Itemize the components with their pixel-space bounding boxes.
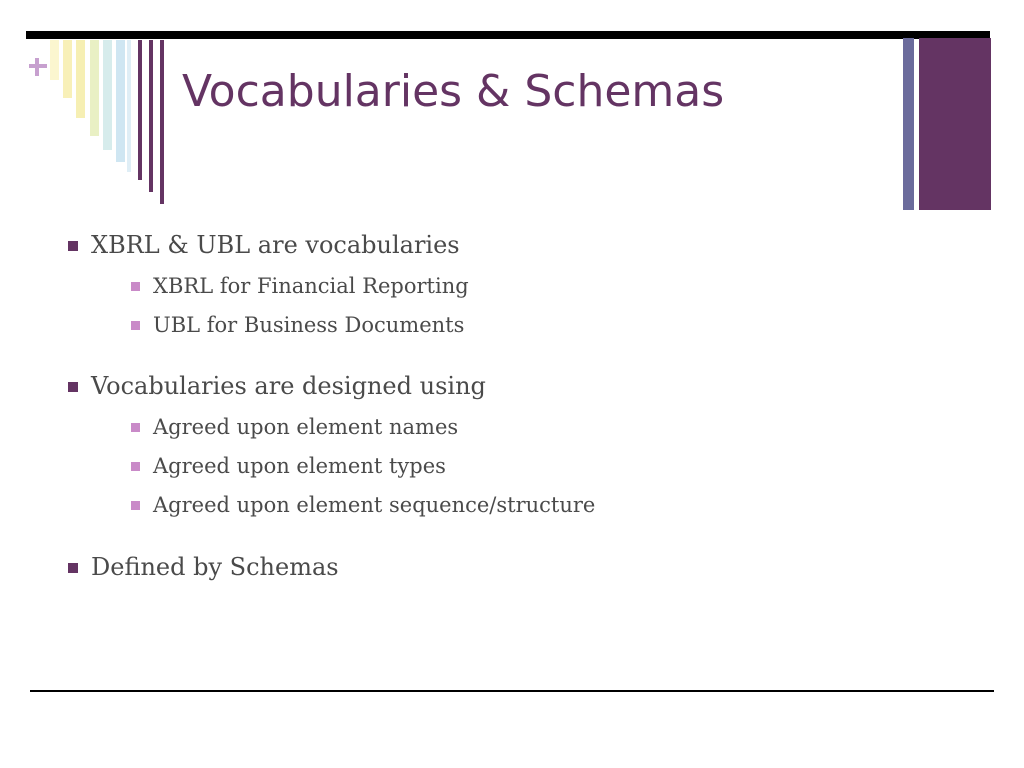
slide-title: Vocabularies & Schemas: [182, 66, 725, 117]
decor-stripe: [116, 40, 125, 162]
square-bullet-small-icon: [131, 321, 140, 330]
decor-stripe: [90, 40, 99, 136]
plus-icon: [27, 56, 49, 78]
sub-bullet-text: Agreed upon element names: [153, 415, 459, 439]
decor-stripe: [103, 40, 112, 150]
square-bullet-icon: [68, 382, 78, 392]
decor-stripe: [76, 40, 85, 118]
decor-stripe: [149, 40, 153, 192]
decor-stripe: [50, 40, 59, 80]
sub-bullet-text: XBRL for Financial Reporting: [153, 274, 469, 298]
decor-stripe: [160, 40, 164, 204]
bullet-text: Defined by Schemas: [91, 553, 339, 581]
square-bullet-small-icon: [131, 282, 140, 291]
sub-bullet-text: Agreed upon element sequence/structure: [153, 493, 596, 517]
square-bullet-icon: [68, 241, 78, 251]
bottom-rule: [30, 690, 994, 692]
sub-bullet-text: Agreed upon element types: [153, 454, 446, 478]
sub-bullet-text: UBL for Business Documents: [153, 313, 465, 337]
square-bullet-small-icon: [131, 501, 140, 510]
square-bullet-icon: [68, 563, 78, 573]
decor-stripe: [63, 40, 72, 98]
bullet-text: Vocabularies are designed using: [91, 372, 486, 400]
square-bullet-small-icon: [131, 462, 140, 471]
decor-stripe: [127, 40, 131, 172]
bullet-text: XBRL & UBL are vocabularies: [91, 231, 460, 259]
top-rule: [26, 31, 990, 39]
decor-stripe: [138, 40, 142, 180]
square-bullet-small-icon: [131, 423, 140, 432]
corner-bar-blue: [903, 38, 914, 210]
corner-bar-purple: [919, 38, 991, 210]
